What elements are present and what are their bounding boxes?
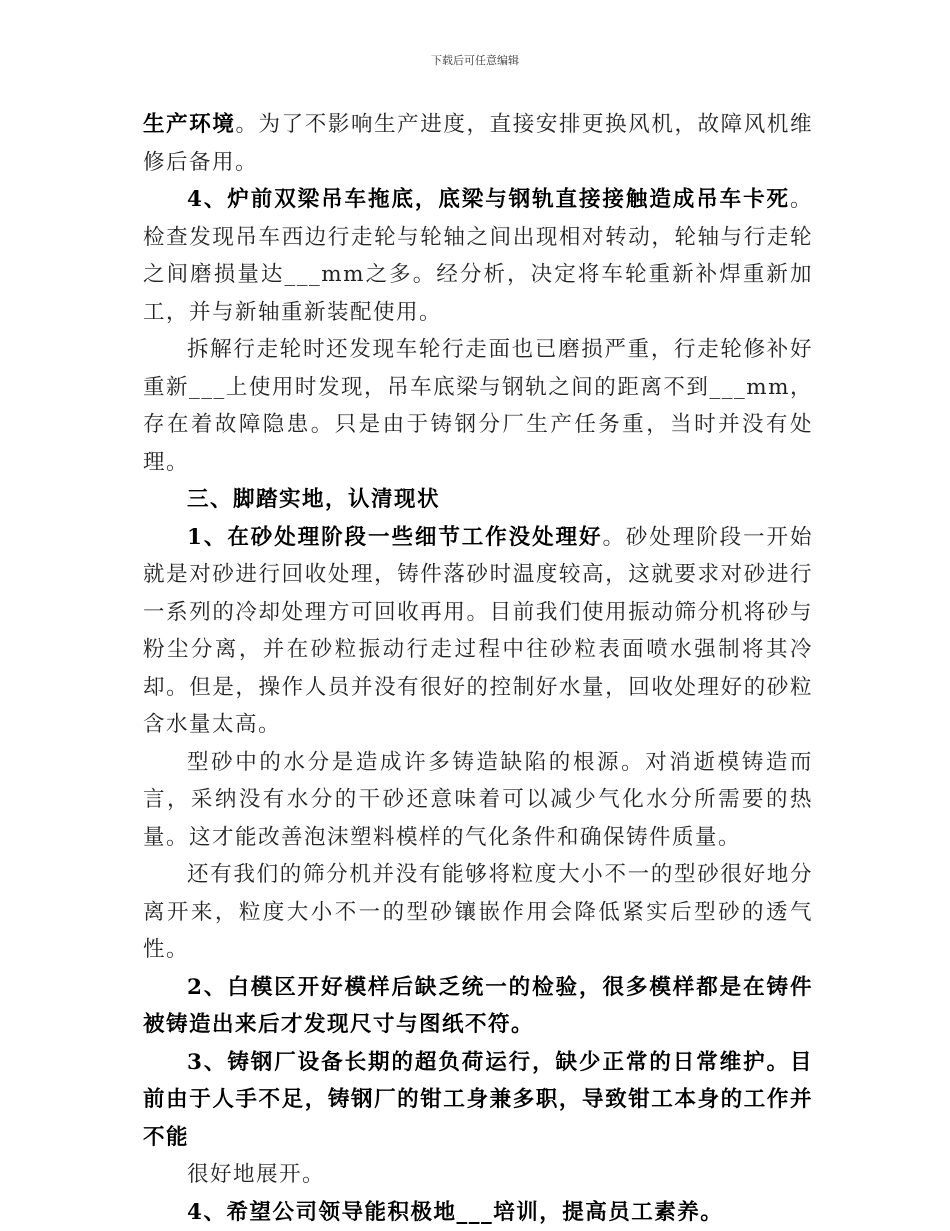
paragraph-11: 4、希望公司领导能积极地___培训，提高员工素养。: [143, 1194, 813, 1231]
paragraph-1-bold: 生产环境: [143, 112, 235, 137]
document-body: [143, 106, 813, 1231]
paragraph-2: [143, 181, 813, 331]
paragraph-1-text: 。为了不影响生产进度，直接安排更换风机，故障风机维修后备用。: [143, 112, 813, 175]
paragraph-10: 很好地展开。: [143, 1156, 813, 1194]
paragraph-2-text: 。检查发现吊车西边行走轮与轮轴之间出现相对转动，轮轴与行走轮之间磨损量达___mm之多。经分析，决定将车轮重新补焊重新加工，并与新轴重新装配使用。: [143, 187, 813, 325]
paragraph-8: 2、白模区开好模样后缺乏统一的检验，很多模样都是在铸件被铸造出来后才发现尺寸与图纸不符。: [143, 969, 813, 1044]
section-heading: 三、脚踏实地，认清现状: [143, 481, 813, 519]
paragraph-5: [143, 519, 813, 744]
paragraph-2-bold: 4、炉前双梁吊车拖底，底梁与钢轨直接接触造成吊车卡死: [187, 187, 790, 212]
paragraph-6: 型砂中的水分是造成许多铸造缺陷的根源。对消逝模铸造而言，采纳没有水分的干砂还意味着可以减少气化水分所需要的热量。这才能改善泡沫塑料模样的气化条件和确保铸件质量。: [143, 744, 813, 857]
paragraph-9: 3、铸钢厂设备长期的超负荷运行，缺少正常的日常维护。目前由于人手不足，铸钢厂的钳工身兼多职，导致钳工本身的工作并不能: [143, 1044, 813, 1157]
paragraph-7: 还有我们的筛分机并没有能够将粒度大小不一的型砂很好地分离开来，粒度大小不一的型砂镶嵌作用会降低紧实后型砂的透气性。: [143, 856, 813, 969]
page-header: 下载后可任意编辑: [0, 52, 950, 68]
paragraph-5-bold: 1、在砂处理阶段一些细节工作没处理好: [187, 525, 602, 550]
paragraph-1: [143, 106, 813, 181]
paragraph-5-text: 。砂处理阶段一开始就是对砂进行回收处理，铸件落砂时温度较高，这就要求对砂进行一系列的冷却处理方可回收再用。目前我们使用振动筛分机将砂与粉尘分离，并在砂粒振动行走过程中往砂粒表面喷水强制将其冷却。但是，操作人员并没有很好的控制好水量，回收处理好的砂粒含水量太高。: [143, 525, 813, 738]
paragraph-3: 拆解行走轮时还发现车轮行走面也已磨损严重，行走轮修补好重新___上使用时发现，吊车底梁与钢轨之间的距离不到___mm，存在着故障隐患。只是由于铸钢分厂生产任务重，当时并没有处理。: [143, 331, 813, 481]
